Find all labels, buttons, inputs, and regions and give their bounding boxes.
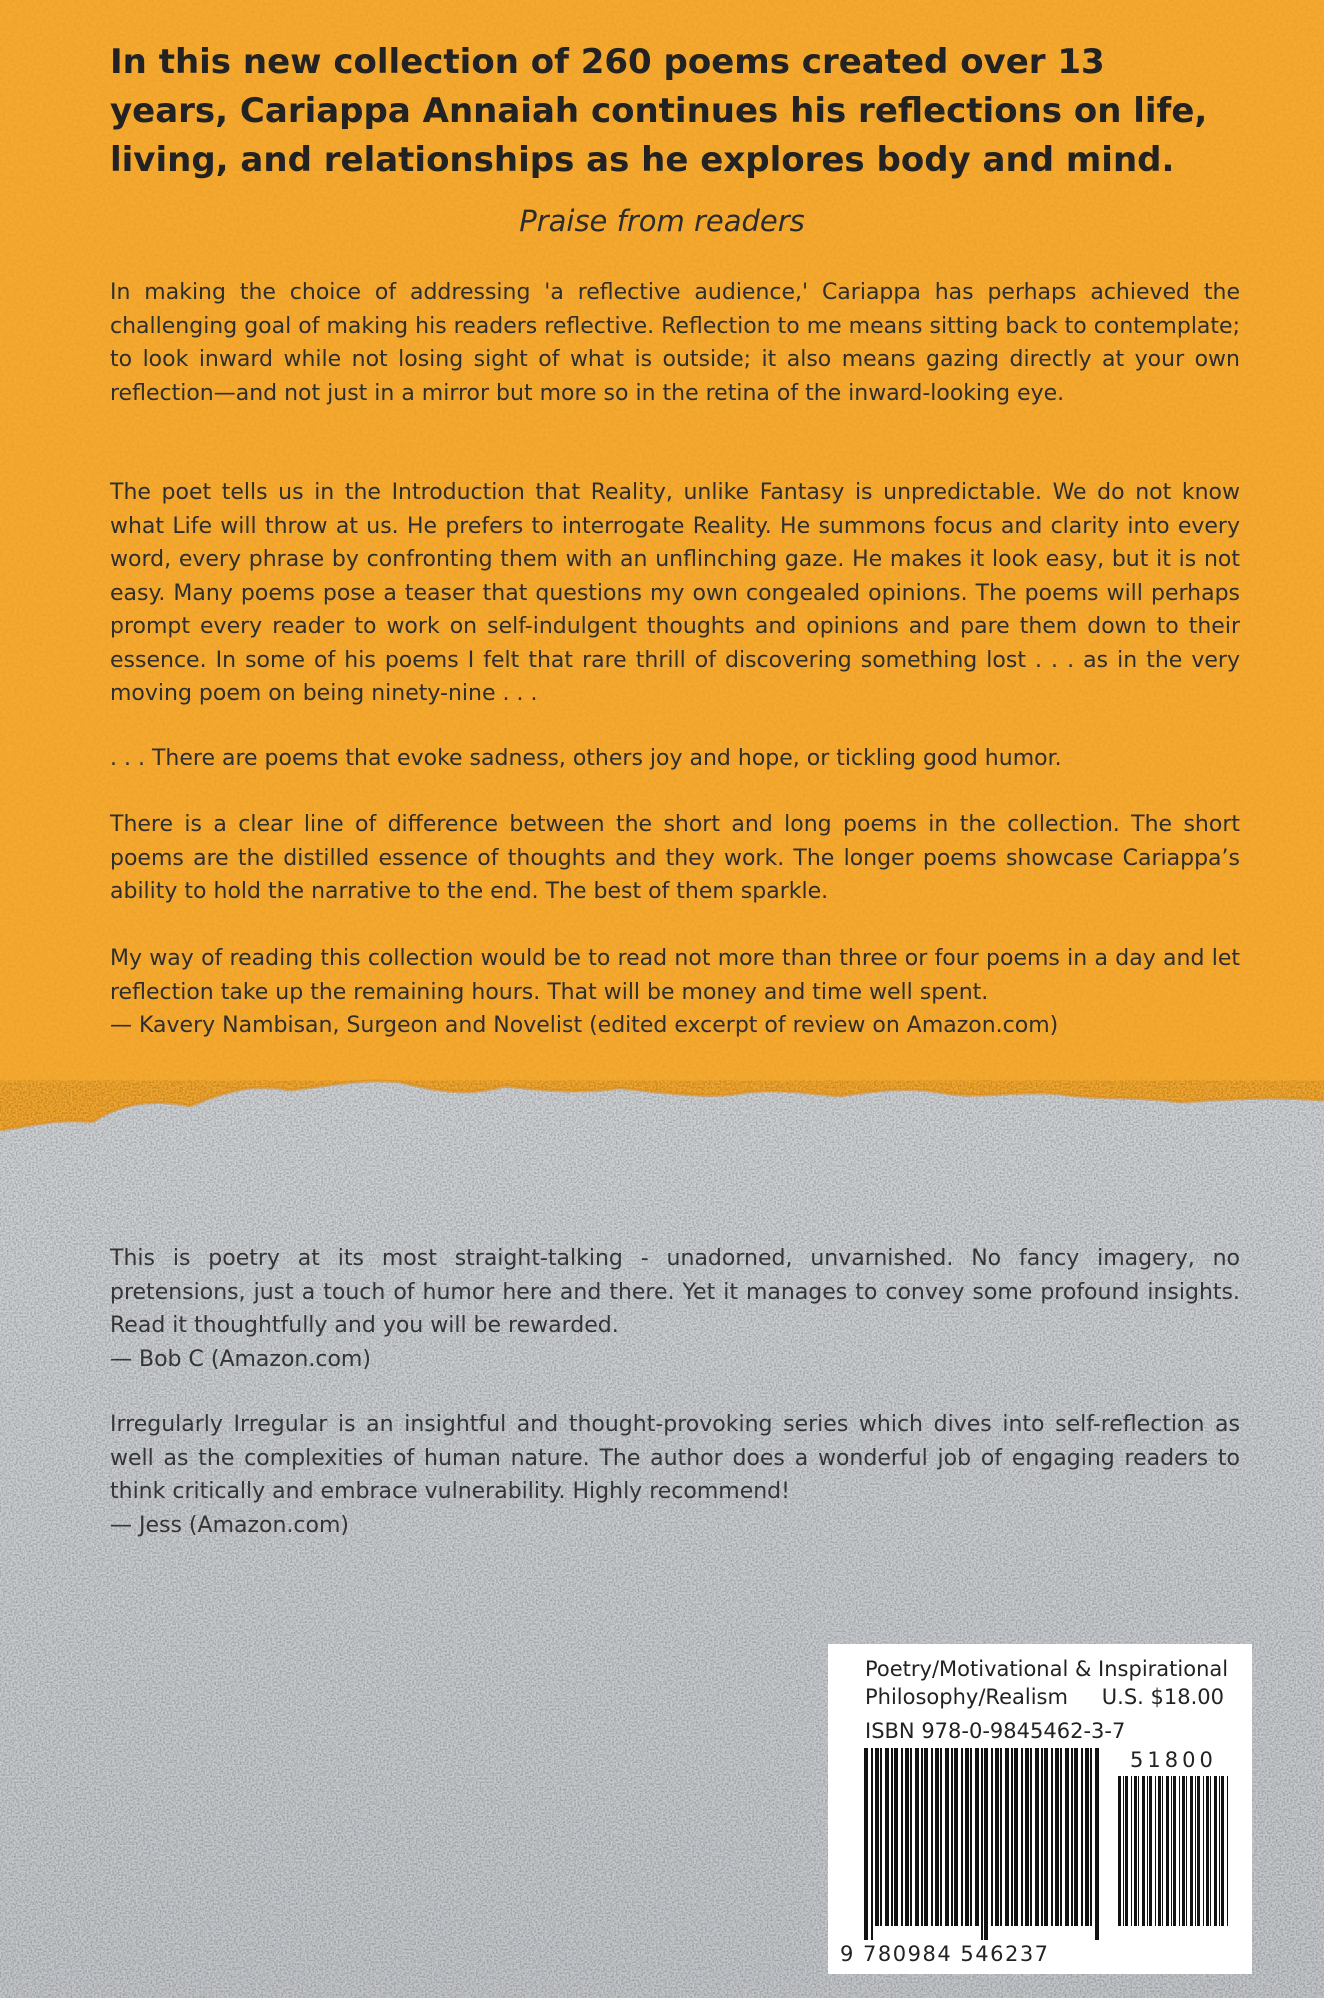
barcode-bar [894,1748,898,1926]
barcode-bar [1155,1776,1156,1926]
barcode-bar [1210,1776,1211,1926]
review-3-text: Irregularly Irregular is an insightful and thought-provoking series which dives into self-reflection as well as the complexities of human nature. The author does a wonderful job of engaging readers to think critically and embrace vulnerability. Highly recommend! [110,1412,1240,1504]
barcode-bar [891,1748,893,1926]
price: U.S. $18.00 [1101,1685,1224,1709]
price-addon-code: 51800 [1130,1748,1217,1772]
barcode-bar [940,1748,942,1926]
barcode-bar [905,1748,909,1926]
barcode-bar [1118,1776,1121,1926]
isbn: ISBN 978-0-9845462-3-7 [865,1719,1126,1743]
addon-barcode [1118,1776,1228,1940]
barcode-bar [981,1748,983,1940]
barcode-bar [915,1748,919,1926]
review-2 [110,1242,1240,1376]
barcode-bar [945,1748,949,1926]
barcode-bar [1158,1776,1161,1926]
barcode-bar [871,1748,873,1940]
barcode-bar [901,1748,903,1926]
barcode-bar [1166,1776,1169,1926]
headline: In this new collection of 260 poems created over 13 years, Cariappa Annaiah continues his reflections on life, living, and relationships as he explores body and mind. [110,42,1208,180]
review-1-paragraph-1: In making the choice of addressing 'a reflective audience,' Cariappa has perhaps achieved the challenging goal of making his readers reflective. Reflection to me means sitting back to contemplate; to look inward while not losing sight of what is outside; it also means gazing directly at your own reflection—and not just in a mirror but more so in the retina of the inward-looking eye. [110,280,1240,406]
barcode-bar [1081,1748,1083,1926]
review-3-attribution: — Jess (Amazon.com) [110,1512,349,1538]
barcode-bar [1173,1776,1176,1926]
review-1-paragraph-2: The poet tells us in the Introduction that Reality, unlike Fantasy is unpredictable. We do not know what Life will throw at us. He prefers to interrogate Reality. He summons focus and clarity into every word, every phrase by confronting them with an unflinching gaze. He makes it look easy, but it is not easy. Many poems pose a teaser that questions my own congealed opinions. The poems will perhaps prompt every reader to work on self-indulgent thoughts and opinions and pare them down to their essence. In some of his poems I felt that rare thrill of discovering something lost . . . as in the very moving poem on being ninety-nine . . . [110,480,1240,706]
review-2-text: This is poetry at its most straight-talking - unadorned, unvarnished. No fancy imagery, no pretensions, just a touch of humor here and there. Yet it manages to convey some profound insights. Read it thoughtfully and you will be rewarded. [110,1246,1240,1338]
barcode-bar [1021,1748,1023,1926]
barcode-bar [1065,1748,1069,1926]
barcode-bar [1011,1748,1013,1926]
barcode-bar [1182,1776,1185,1926]
review-1-closing [110,942,1240,1043]
barcode-bar [1227,1776,1228,1926]
barcode-bar [1071,1748,1073,1926]
praise-heading: Praise from readers [519,204,805,238]
barcode-bar [1055,1748,1059,1926]
barcode-bar [965,1748,969,1926]
barcode-bar [1221,1776,1224,1926]
barcode-bar [1142,1776,1145,1926]
review-3 [110,1408,1240,1542]
bisac-category-1: Poetry/Motivational & Inspirational [865,1657,1229,1681]
barcode-bar [1214,1776,1217,1926]
barcode-bar [1044,1748,1048,1926]
barcode-bar [1219,1776,1220,1926]
barcode-bar [1085,1748,1089,1926]
barcode-bar [954,1748,958,1926]
barcode-bar [880,1748,882,1926]
barcode-bar [1149,1776,1152,1926]
review-1-paragraph-4: There is a clear line of difference between the short and long poems in the collection. The short poems are the distilled essence of thoughts and they work. The longer poems showcase Cariappa’s ability to hold the narrative to the end. The best of them sparkle. [110,812,1240,904]
barcode-bar [1186,1776,1187,1926]
barcode-bar [961,1748,963,1926]
barcode-bar [1197,1776,1200,1926]
barcode-bar [921,1748,923,1926]
barcode-bar [1030,1748,1032,1926]
barcode-bar [1014,1748,1018,1926]
barcode-bar [1203,1776,1204,1926]
review-1-paragraph-5: My way of reading this collection would be to read not more than three or four poems in a day and let reflection take up the remaining hours. That will be money and time well spent. [110,946,1240,1005]
barcode-bar [995,1748,999,1926]
barcode-bar [1195,1776,1196,1926]
barcode-bar [910,1748,912,1926]
barcode-bar [1179,1776,1180,1926]
barcode-bar [975,1748,979,1926]
barcode-box [828,1644,1252,1974]
barcode-bar [1171,1776,1172,1926]
barcode-bar [1051,1748,1053,1926]
barcode-bar [984,1748,988,1940]
barcode-bar [951,1748,953,1926]
barcode-bar [1134,1776,1137,1926]
barcode-bar [1025,1748,1029,1926]
barcode-bar [1138,1776,1139,1926]
barcode-bar [1074,1748,1078,1926]
barcode-bar [1162,1776,1163,1926]
barcode-bar [1000,1748,1002,1926]
barcode-bar [1060,1748,1062,1926]
barcode-bar [1123,1776,1124,1926]
barcode-bar [1131,1776,1132,1926]
barcode-bar [1147,1776,1148,1926]
review-1-attribution: — Kavery Nambisan, Surgeon and Novelist (edited excerpt of review on Amazon.com) [110,1013,1059,1038]
barcode-bar [864,1748,868,1940]
barcode-bar [1005,1748,1009,1926]
barcode-bar [875,1748,879,1926]
bisac-category-2: Philosophy/Realism [865,1685,1068,1709]
barcode-bar [1206,1776,1209,1926]
barcode-bar [1090,1748,1092,1926]
barcode-bar [1190,1776,1193,1926]
barcode-bar [1035,1748,1039,1926]
barcode-bar [1041,1748,1043,1926]
barcode-bar [935,1748,939,1926]
ean-barcode [864,1748,1100,1940]
barcode-bar [924,1748,928,1926]
review-1-paragraph-3: . . . There are poems that evoke sadness, others joy and hope, or tickling good humor. [110,746,1062,771]
barcode-bar [970,1748,972,1926]
barcode-bar [931,1748,933,1926]
barcode-digits: 9 780984 546237 [840,1942,1050,1966]
barcode-bar [885,1748,889,1926]
review-2-attribution: — Bob C (Amazon.com) [110,1346,371,1372]
barcode-bar [991,1748,993,1926]
barcode-bar [1095,1748,1099,1940]
barcode-bar [1125,1776,1128,1926]
